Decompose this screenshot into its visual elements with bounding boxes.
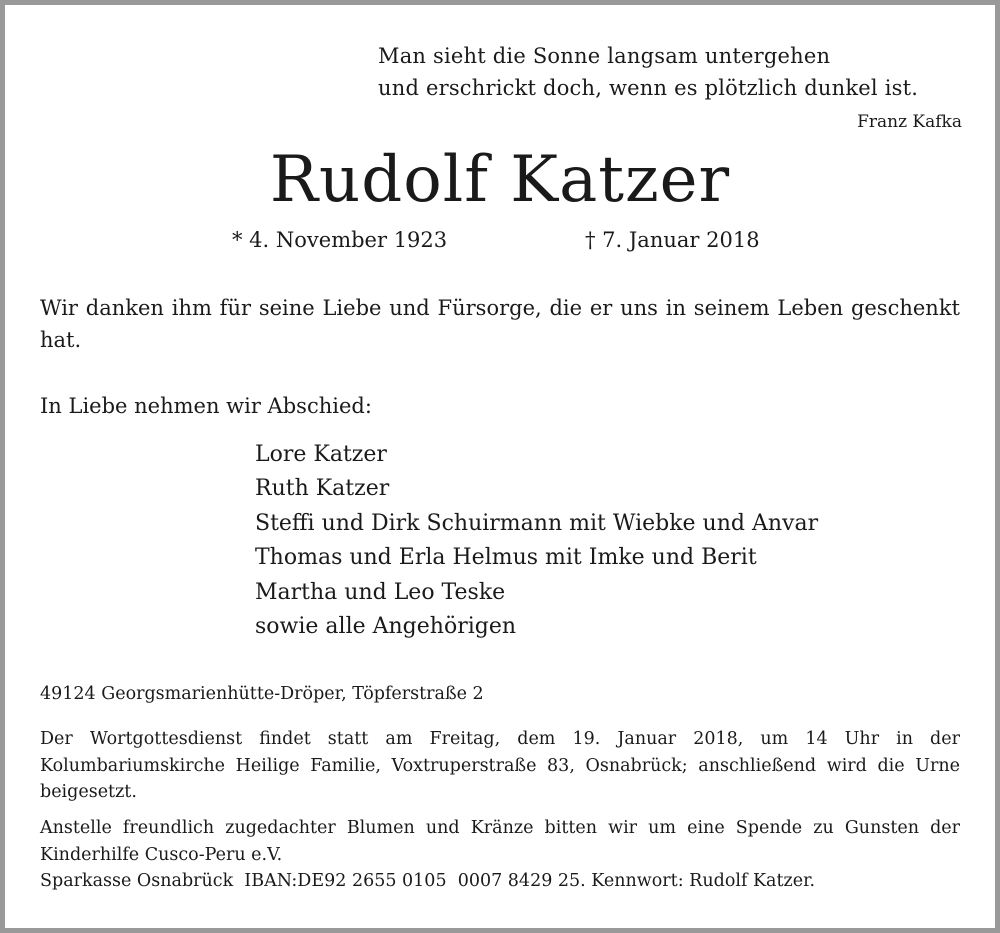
service-announcement: Der Wortgottesdienst findet statt am Freitag, dem 19. Januar 2018, um 14 Uhr in der Kolumbariumskirche Heilige Familie, Voxtruperstraße 83, Osnabrück; anschließend wird die Urne beigesetzt. xyxy=(40,729,960,802)
quote-author: Franz Kafka xyxy=(857,112,962,132)
quote-line-2: und erschrickt doch, wenn es plötzlich dunkel ist. xyxy=(378,76,919,100)
epigraph-quote xyxy=(378,40,918,104)
mourner-item: Ruth Katzer xyxy=(255,476,390,502)
mourner-item: Lore Katzer xyxy=(255,442,387,467)
farewell-line: In Liebe nehmen wir Abschied: xyxy=(40,394,372,418)
death-date: † 7. Januar 2018 xyxy=(585,228,760,252)
donation-request: Anstelle freundlich zugedachter Blumen und Kränze bitten wir um eine Spende zu Gunsten der Kinderhilfe Cusco-Peru e.V. xyxy=(40,818,960,865)
mourner-item: Steffi und Dirk Schuirmann mit Wiebke und Anvar xyxy=(255,510,819,536)
bank-details: Sparkasse Osnabrück IBAN:DE92 2655 0105 0007 8429 25. Kennwort: Rudolf Katzer. xyxy=(40,871,816,891)
quote-line-1: Man sieht die Sonne langsam untergehen xyxy=(378,44,831,68)
mourners-list xyxy=(255,438,818,644)
thanks-paragraph: Wir danken ihm für seine Liebe und Fürsorge, die er uns in seinem Leben geschenkt hat. xyxy=(40,296,960,352)
mourning-address: 49124 Georgsmarienhütte-Dröper, Töpferstraße 2 xyxy=(40,684,484,704)
birth-date: * 4. November 1923 xyxy=(232,228,448,252)
deceased-name: Rudolf Katzer xyxy=(269,143,731,217)
mourner-item: Martha und Leo Teske xyxy=(255,579,506,605)
mourner-item: Thomas und Erla Helmus mit Imke und Berit xyxy=(255,545,757,571)
mourner-item: sowie alle Angehörigen xyxy=(255,614,517,640)
